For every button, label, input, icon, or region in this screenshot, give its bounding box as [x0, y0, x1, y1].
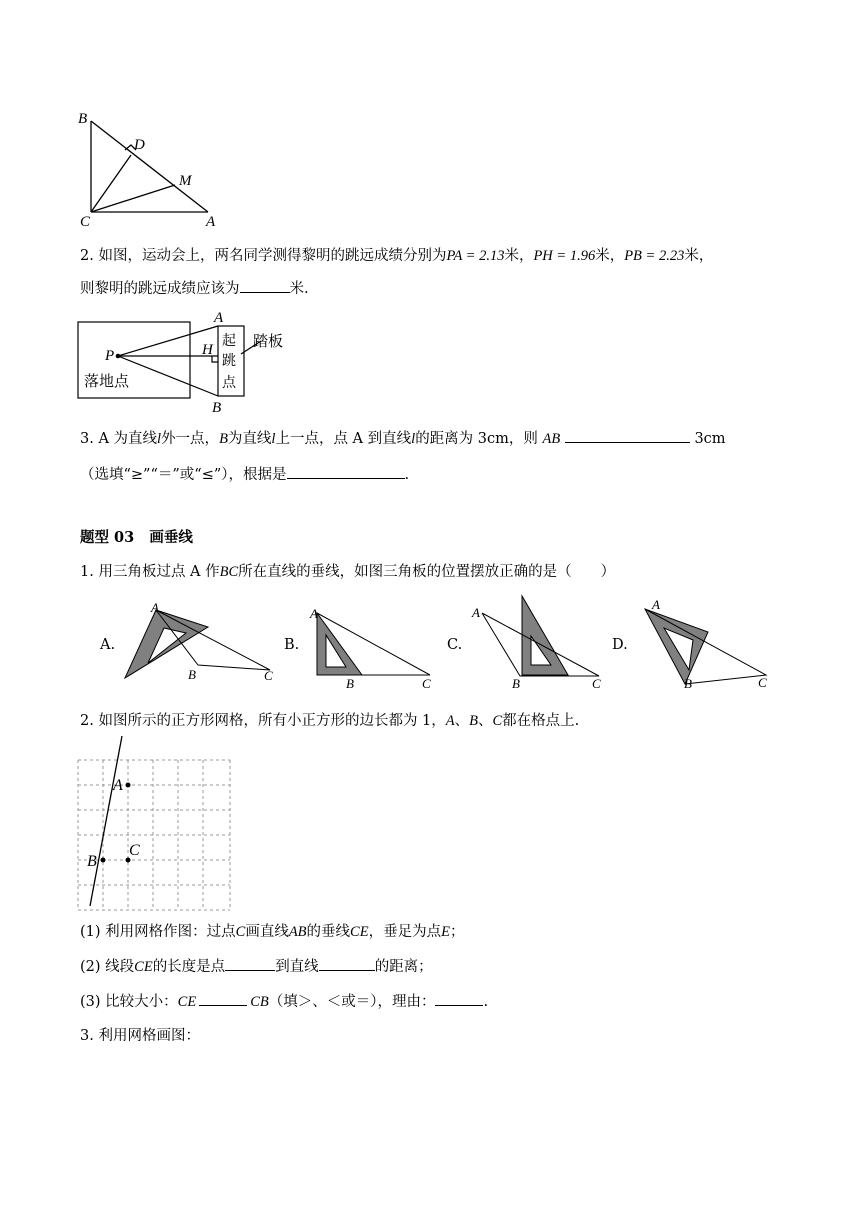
q3-line1: 3. A 为直线l外一点，B为直线l上一点，点 A 到直线l的距离为 3cm，则 AB 3cm: [80, 428, 726, 449]
board-label: 踏板: [253, 332, 284, 350]
option-a-figure[interactable]: [118, 600, 278, 690]
grid-label-C: C: [129, 842, 140, 859]
q2-line1: 2. 如图，运动会上，两名同学测得黎明的跳远成绩分别为PA = 2.13米，PH = 1.96米，PB = 2.23米，: [80, 248, 714, 264]
answer-blank[interactable]: [225, 956, 275, 971]
option-b-label[interactable]: B.: [284, 637, 300, 653]
s3-question: 3. 利用网格画图：: [80, 1028, 200, 1044]
landing-label: 落地点: [84, 372, 130, 390]
triangle-figure: [70, 105, 230, 230]
svg-text:C: C: [758, 675, 767, 690]
q3-line2: （选填“≥”“＝”或“≤”），根据是 .: [80, 464, 409, 485]
label-A: A: [206, 214, 216, 230]
long-jump-figure: [76, 306, 306, 414]
svg-text:A: A: [472, 605, 480, 620]
answer-blank[interactable]: [565, 428, 690, 443]
section-heading: 题型 03 画垂线: [80, 529, 193, 546]
label-A: A: [214, 310, 224, 326]
label-P: P: [105, 348, 115, 364]
start-char-3: 点: [222, 375, 236, 391]
answer-blank[interactable]: [435, 991, 483, 1006]
svg-text:C: C: [422, 676, 431, 690]
label-D: D: [134, 137, 145, 153]
option-b-figure[interactable]: [302, 600, 442, 690]
svg-text:C: C: [264, 668, 273, 683]
answer-blank[interactable]: [240, 278, 290, 293]
answer-blank[interactable]: [319, 956, 375, 971]
label-H: H: [202, 342, 213, 358]
s2-sub1: (1) 利用网格作图：过点C画直线AB的垂线CE，垂足为点E；: [80, 924, 465, 940]
s2-sub3: (3) 比较大小：CE CB（填＞、＜或＝），理由： .: [80, 991, 488, 1012]
q2-line2: 则黎明的跳远成绩应该为 米.: [80, 278, 309, 299]
svg-text:B: B: [684, 676, 692, 690]
s1-question: 1. 用三角板过点 A 作BC所在直线的垂线，如图三角板的位置摆放正确的是（ ）: [80, 564, 616, 580]
start-char-1: 起: [222, 333, 236, 349]
svg-text:B: B: [512, 676, 520, 690]
s2-question: 2. 如图所示的正方形网格，所有小正方形的边长都为 1，A、B、C都在格点上.: [80, 713, 580, 729]
svg-text:A: A: [310, 606, 318, 621]
svg-text:B: B: [188, 667, 196, 682]
option-a-label[interactable]: A.: [100, 637, 116, 653]
label-M: M: [179, 173, 192, 189]
start-char-2: 跳: [222, 353, 236, 369]
grid-label-B: B: [87, 853, 97, 870]
label-C: C: [80, 214, 91, 230]
label-B: B: [78, 111, 88, 127]
svg-text:A: A: [652, 597, 660, 612]
grid-figure: [74, 732, 236, 912]
svg-text:B: B: [346, 676, 354, 690]
option-d-label[interactable]: D.: [612, 637, 628, 653]
grid-label-A: A: [113, 777, 123, 794]
option-c-label[interactable]: C.: [447, 637, 463, 653]
s2-sub2: (2) 线段CE的长度是点 到直线 的距离；: [80, 956, 433, 977]
svg-text:C: C: [592, 676, 601, 690]
label-B: B: [212, 400, 222, 414]
option-c-figure[interactable]: [468, 590, 613, 690]
answer-blank[interactable]: [199, 991, 247, 1006]
svg-text:A: A: [151, 600, 159, 615]
answer-blank[interactable]: [287, 464, 405, 479]
option-d-figure[interactable]: [630, 595, 775, 690]
